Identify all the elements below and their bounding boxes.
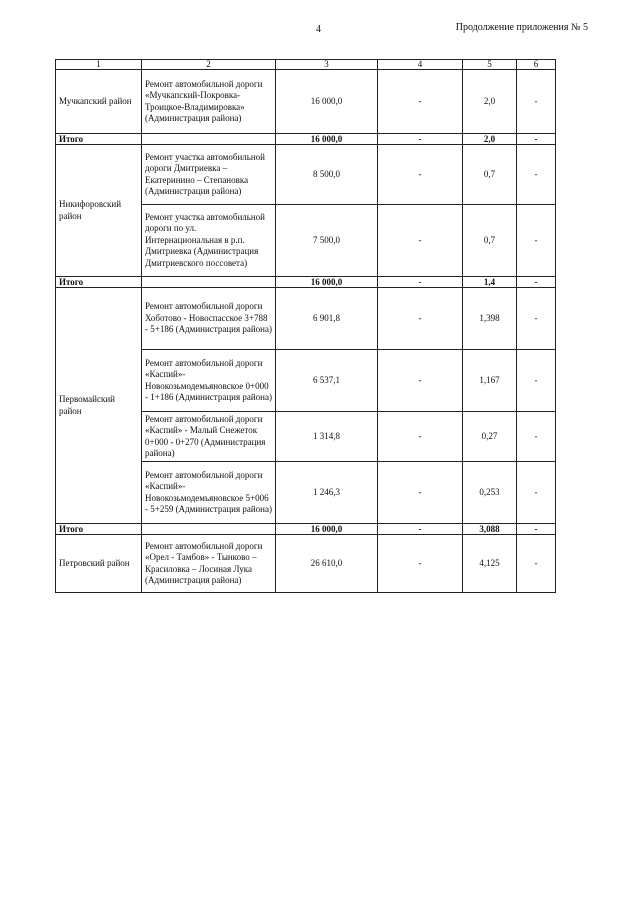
project-description: Ремонт автомобильной дороги Хоботово - Новоспасское 3+788 - 5+186 (Администрация района) <box>142 288 276 350</box>
district-name: Петровский район <box>56 535 142 593</box>
total-row <box>56 277 556 288</box>
column-4-cell: - <box>378 70 463 134</box>
total-length: 3,088 <box>463 524 517 535</box>
total-row <box>56 134 556 145</box>
total-empty <box>142 524 276 535</box>
column-6-cell: - <box>517 535 556 593</box>
total-column-6: - <box>517 134 556 145</box>
column-4-cell: - <box>378 412 463 462</box>
length-cell: 1,167 <box>463 350 517 412</box>
project-description: Ремонт участка автомобильной дороги Дмитриевка – Екатеринино – Степановка (Администрация района) <box>142 145 276 205</box>
column-header: 3 <box>276 60 378 70</box>
column-6-cell: - <box>517 462 556 524</box>
total-label: Итого <box>56 277 142 288</box>
column-6-cell: - <box>517 412 556 462</box>
column-header: 6 <box>517 60 556 70</box>
continuation-header: Продолжение приложения № 5 <box>455 22 588 33</box>
column-header: 4 <box>378 60 463 70</box>
page-number: 4 <box>316 24 321 35</box>
length-cell: 4,125 <box>463 535 517 593</box>
total-row <box>56 524 556 535</box>
total-column-4: - <box>378 524 463 535</box>
length-cell: 0,7 <box>463 145 517 205</box>
column-6-cell: - <box>517 288 556 350</box>
amount-cell: 16 000,0 <box>276 70 378 134</box>
column-6-cell: - <box>517 350 556 412</box>
table-row <box>56 535 556 593</box>
column-4-cell: - <box>378 350 463 412</box>
table-row <box>56 70 556 134</box>
length-cell: 0,7 <box>463 205 517 277</box>
column-4-cell: - <box>378 205 463 277</box>
total-label: Итого <box>56 524 142 535</box>
amount-cell: 8 500,0 <box>276 145 378 205</box>
column-6-cell: - <box>517 205 556 277</box>
project-description: Ремонт автомобильной дороги «Орел - Тамбов» - Тынково – Красиловка – Лосиная Лука (Администрация района) <box>142 535 276 593</box>
column-4-cell: - <box>378 288 463 350</box>
total-label: Итого <box>56 134 142 145</box>
district-name: Мучкапский район <box>56 70 142 134</box>
total-amount: 16 000,0 <box>276 524 378 535</box>
column-6-cell: - <box>517 70 556 134</box>
total-column-4: - <box>378 277 463 288</box>
project-description: Ремонт автомобильной дороги «Каспий»-Новокозьмодемьяновское 5+006 - 5+259 (Администрация района) <box>142 462 276 524</box>
column-header: 2 <box>142 60 276 70</box>
project-description: Ремонт автомобильной дороги «Каспий» - Малый Снежеток 0+000 - 0+270 (Администрация района) <box>142 412 276 462</box>
column-number-row <box>56 60 556 70</box>
total-length: 1,4 <box>463 277 517 288</box>
district-name: Никифоровский район <box>56 145 142 277</box>
amount-cell: 1 314,8 <box>276 412 378 462</box>
total-column-6: - <box>517 524 556 535</box>
length-cell: 1,398 <box>463 288 517 350</box>
column-header: 1 <box>56 60 142 70</box>
column-4-cell: - <box>378 535 463 593</box>
total-empty <box>142 134 276 145</box>
column-header: 5 <box>463 60 517 70</box>
project-description: Ремонт автомобильной дороги «Каспий»-Новокозьмодемьяновское 0+000 - 1+186 (Администрация района) <box>142 350 276 412</box>
table-body <box>56 70 556 593</box>
total-amount: 16 000,0 <box>276 277 378 288</box>
length-cell: 0,27 <box>463 412 517 462</box>
length-cell: 2,0 <box>463 70 517 134</box>
district-name: Первомайский район <box>56 288 142 524</box>
appendix-table <box>55 59 556 593</box>
column-4-cell: - <box>378 462 463 524</box>
total-amount: 16 000,0 <box>276 134 378 145</box>
amount-cell: 26 610,0 <box>276 535 378 593</box>
length-cell: 0,253 <box>463 462 517 524</box>
project-description: Ремонт участка автомобильной дороги по ул. Интернациональная в р.п. Дмитриевка (Администрация Дмитриевского поссовета) <box>142 205 276 277</box>
amount-cell: 1 246,3 <box>276 462 378 524</box>
amount-cell: 6 537,1 <box>276 350 378 412</box>
table-row <box>56 145 556 205</box>
total-column-6: - <box>517 277 556 288</box>
column-4-cell: - <box>378 145 463 205</box>
amount-cell: 7 500,0 <box>276 205 378 277</box>
table-row <box>56 288 556 350</box>
total-length: 2,0 <box>463 134 517 145</box>
project-description: Ремонт автомобильной дороги «Мучкапский-Покровка-Троицкое-Владимировка» (Администрация района) <box>142 70 276 134</box>
total-column-4: - <box>378 134 463 145</box>
total-empty <box>142 277 276 288</box>
amount-cell: 6 901,8 <box>276 288 378 350</box>
column-6-cell: - <box>517 145 556 205</box>
